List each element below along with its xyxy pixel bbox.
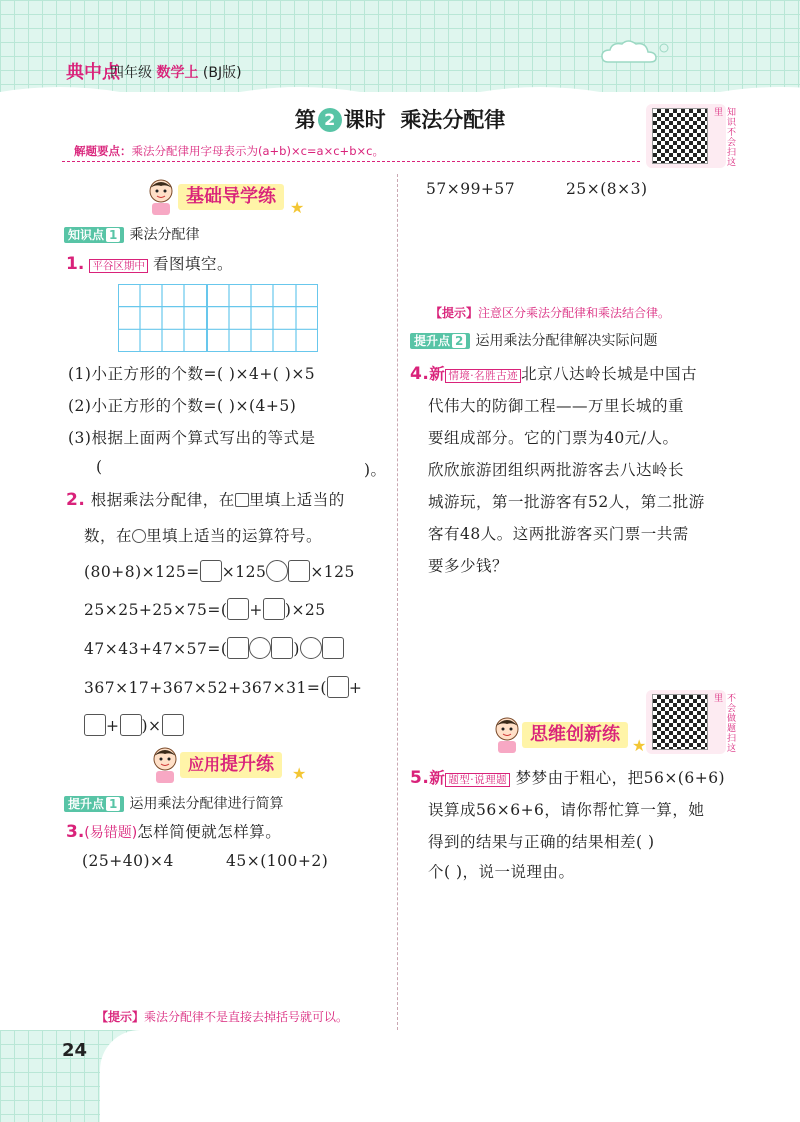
question-5-line-1 [410, 766, 725, 788]
lesson-number-badge: 2 [318, 108, 342, 132]
small-circle-symbol [132, 529, 146, 543]
q4-line-4: 欣欣旅游团组织两批游客去八达岭长 [428, 461, 685, 479]
answer-circle[interactable] [300, 637, 322, 659]
q1-answer-close: )。 [364, 461, 387, 479]
q5-line-2: 误算成56×6+6，请你帮忙算一算，她 [428, 801, 705, 819]
answer-box[interactable] [288, 560, 310, 582]
subject-text: 数学上 [156, 65, 199, 81]
question-number: 1. [66, 254, 85, 274]
column-divider [397, 174, 398, 1030]
grid-lines [118, 284, 318, 352]
title-prefix: 第 [294, 108, 316, 132]
q4-line-6: 客有48人。这两批游客买门票一共需 [428, 525, 689, 543]
expr-text: )×25 [284, 601, 326, 619]
q3-expression-1: (25+40)×4 [82, 852, 174, 870]
question-2-line-2 [84, 524, 322, 546]
q1-line-3: (3)根据上面两个算式写出的等式是 [68, 429, 316, 447]
lesson-title-text: 乘法分配律 [400, 108, 506, 132]
answer-box[interactable] [162, 714, 184, 736]
qr-bottom-label: 不会做题扫这里 [712, 693, 735, 753]
tag-text: 运用乘法分配律解决实际问题 [475, 333, 658, 349]
q2-text-d: 里填上适当的运算符号。 [146, 527, 323, 545]
answer-circle[interactable] [249, 637, 271, 659]
tag-label: 知识点 [68, 228, 105, 242]
q4-line-2: 代伟大的防御工程——万里长城的重 [428, 397, 685, 415]
footer-white-area [100, 1030, 800, 1122]
expr-text: )× [141, 717, 162, 735]
question-number: 3. [66, 822, 85, 842]
hint-label: 【提示】 [96, 1010, 145, 1024]
q2-expression-3 [84, 637, 344, 659]
key-tip-bar [62, 140, 640, 162]
expr-text: (80+8)×125= [84, 563, 200, 581]
question-source: 题型·说理题 [445, 773, 510, 787]
expr-text: ×125 [221, 563, 267, 581]
tag-text: 运用乘法分配律进行简算 [129, 796, 284, 812]
small-box-symbol [235, 493, 249, 507]
tag-number: 1 [106, 228, 120, 242]
question-1-header [66, 252, 233, 274]
q2-text-c: 数，在 [84, 527, 133, 545]
grade-text: 四年级 [110, 65, 152, 81]
expr-text: ×125 [310, 563, 355, 581]
banner-part-a: 应用 [188, 755, 221, 774]
answer-circle[interactable] [266, 560, 288, 582]
key-tip-text: 乘法分配律用字母表示为(a+b)×c=a×c+b×c。 [131, 144, 384, 158]
q2-expression-1 [84, 560, 355, 582]
expr-text: 367×17+367×52+367×31=( [84, 679, 327, 697]
question-source: 平谷区期中 [89, 259, 148, 273]
question-source: 情境·名胜古迹 [445, 369, 521, 383]
q4-line-5: 城游玩，第一批游客有52人，第二批游 [428, 493, 705, 511]
key-tip-label: 解题要点： [74, 144, 132, 158]
child-mascot-icon [492, 716, 522, 754]
expr-text: 47×43+47×57=( [84, 640, 228, 658]
knowledge-point-tag-1 [64, 224, 199, 244]
expr-text: + [249, 601, 263, 619]
q5-text: 梦梦由于粗心，把56×(6+6) [515, 769, 726, 787]
star-icon: ★ [632, 736, 647, 755]
question-3-header [66, 820, 281, 842]
section-banner-apply [180, 752, 282, 778]
q5-line-3: 得到的结果与正确的结果相差( ) [428, 833, 655, 851]
new-marker: 新 [429, 769, 446, 787]
answer-box[interactable] [227, 637, 249, 659]
question-number: 5. [410, 768, 430, 788]
question-2-line-1 [66, 488, 345, 510]
answer-box[interactable] [327, 676, 349, 698]
new-marker: 新 [429, 365, 446, 383]
child-mascot-icon [150, 746, 180, 784]
brand-logo: 典中点 [66, 62, 120, 83]
expr-text: + [106, 717, 120, 735]
q1-line-1: (1)小正方形的个数=( )×4+( )×5 [68, 365, 316, 383]
q2-text-a: 根据乘法分配律，在 [90, 491, 235, 509]
q2-expression-2 [84, 598, 326, 620]
book-grade-label [110, 62, 242, 82]
tag-number: 1 [106, 797, 120, 811]
title-suffix: 课时 [343, 108, 386, 132]
question-number: 4. [410, 364, 430, 384]
star-icon: ★ [292, 764, 307, 783]
hint-text: 注意区分乘法分配律和乘法结合律。 [478, 306, 671, 320]
answer-box[interactable] [263, 598, 285, 620]
expr-text: + [348, 679, 363, 697]
star-icon: ★ [290, 198, 305, 217]
answer-box[interactable] [227, 598, 249, 620]
q1-answer-open: ( [96, 458, 103, 476]
edition-text: (BJ版) [202, 65, 242, 81]
hint-label: 【提示】 [430, 306, 479, 320]
q1-line-2: (2)小正方形的个数=( )×(4+5) [68, 397, 297, 415]
tag-label: 提升点 [414, 334, 451, 348]
answer-box[interactable] [200, 560, 222, 582]
improvement-point-tag-2 [410, 330, 657, 350]
q5-line-4: 个( )，说一说理由。 [428, 863, 575, 881]
right-expression-2: 25×(8×3) [566, 180, 648, 198]
qr-top-label: 知识不会扫这里 [712, 107, 735, 167]
qr-code-bottom[interactable] [652, 694, 708, 750]
expr-text: ) [293, 640, 300, 658]
q3-expression-2: 45×(100+2) [226, 852, 329, 870]
qr-code-top[interactable] [652, 108, 708, 164]
improvement-point-tag-1 [64, 793, 283, 813]
question-number: 2. [66, 490, 86, 510]
cloud-icon [598, 38, 678, 68]
answer-box[interactable] [120, 714, 142, 736]
q4-text: 北京八达岭长城是中国古 [521, 365, 698, 383]
q2-expression-5 [84, 714, 184, 736]
left-hint [96, 1008, 348, 1025]
answer-box[interactable] [322, 637, 344, 659]
question-4-line-1 [410, 362, 697, 384]
expr-text: 25×25+25×75=( [84, 601, 228, 619]
section-banner-thinking: 思维创新练 [522, 722, 628, 748]
question-text: 怎样简便就怎样算。 [137, 823, 282, 841]
right-expression-1: 57×99+57 [426, 180, 516, 198]
answer-box[interactable] [271, 637, 293, 659]
right-hint [430, 304, 670, 321]
tag-text: 乘法分配律 [129, 227, 200, 243]
q4-line-7: 要多少钱？ [428, 557, 509, 575]
tag-number: 2 [452, 334, 466, 348]
answer-box[interactable] [84, 714, 106, 736]
page-number: 24 [62, 1040, 88, 1061]
q4-line-3: 要组成部分。它的门票为40元/人。 [428, 429, 679, 447]
child-mascot-icon [146, 178, 176, 216]
question-text: 看图填空。 [152, 255, 233, 273]
q2-text-b: 里填上适当的 [248, 491, 345, 509]
banner-part-b: 提升练 [220, 754, 275, 775]
section-banner-basic: 基础导学练 [178, 184, 284, 210]
question-source: (易错题) [84, 825, 138, 841]
hint-text: 乘法分配律不是直接去掉括号就可以。 [144, 1010, 349, 1024]
q2-expression-4 [84, 676, 362, 698]
tag-label: 提升点 [68, 797, 105, 811]
